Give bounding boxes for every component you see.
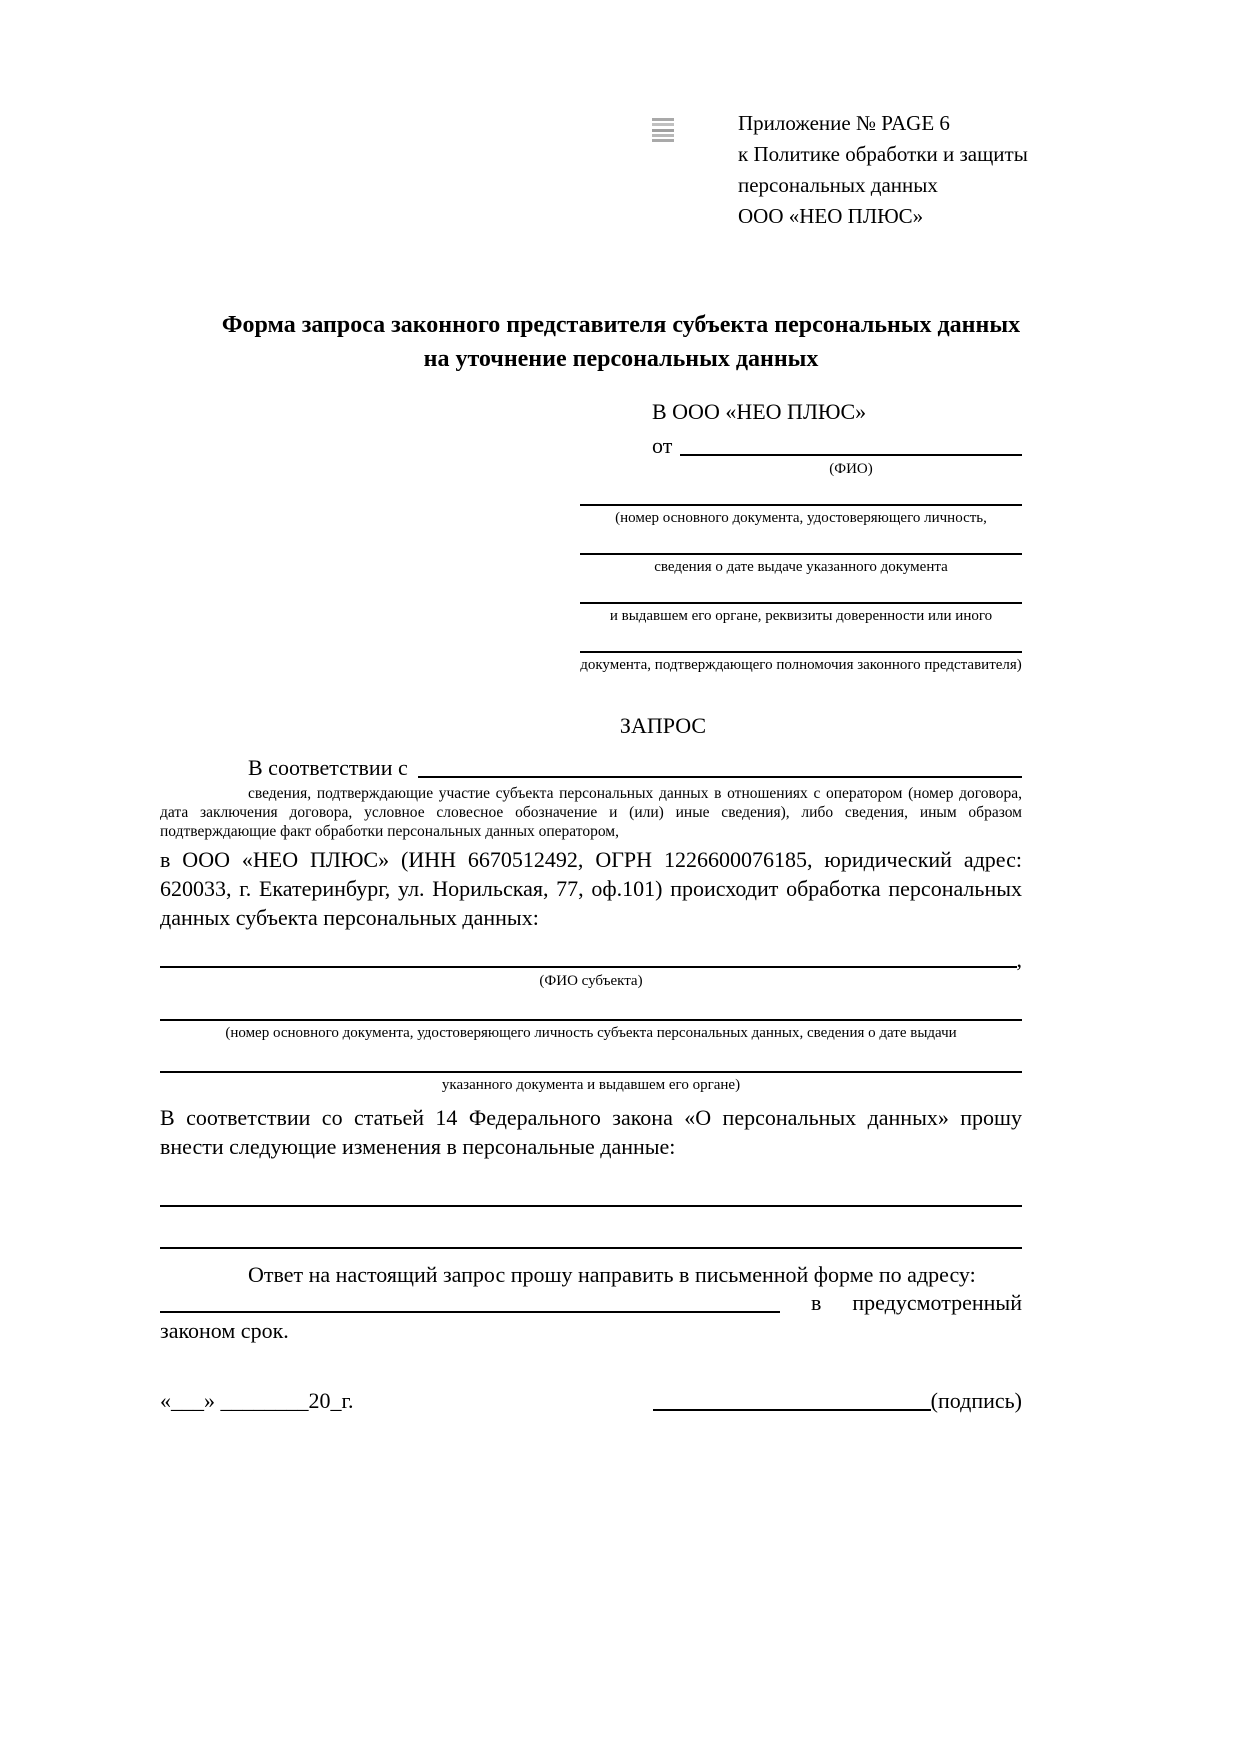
changes-fill-line-2 — [160, 1225, 1022, 1249]
doc-caption-1: (номер основного документа, удостоверяющего личность, — [615, 510, 987, 526]
company-name-line: ООО «НЕО ПЛЮС» — [738, 204, 924, 228]
policy-line-2: персональных данных — [738, 173, 938, 197]
subject-fio-row — [160, 948, 1022, 972]
doc-caption-2: сведения о дате выдаче указанного документа — [654, 559, 948, 575]
document-title — [110, 308, 1132, 376]
changes-fill-line-1 — [160, 1183, 1022, 1207]
operator-paragraph: в ООО «НЕО ПЛЮС» (ИНН 6670512492, ОГРН 1226600076185, юридический адрес: 620033, г. Екатеринбург, ул. Норильская, 77, оф.101) происходит обработка персональных данных субъекта персональных данных: — [160, 847, 1022, 930]
subject-comma: , — [1016, 947, 1022, 972]
doc-fill-line-3 — [580, 580, 1022, 604]
reply-address-fill-line — [160, 1311, 780, 1313]
intro-row — [160, 754, 1022, 782]
fine-print-note: сведения, подтверждающие участие субъекта персональных данных в отношениях с оператором (номер договора, дата заключения договора, условное словесное обозначение и (или) иные сведения), либо сведения, иным образом подтверждающие факт обработки персональных данных оператором, — [160, 785, 1022, 840]
reply-word-v: в — [811, 1290, 822, 1315]
representative-doc-group — [580, 482, 1022, 675]
date-blank: «___» ________20_г. — [160, 1388, 354, 1413]
signature-group — [653, 1387, 1022, 1415]
signature-caption: (подпись) — [930, 1388, 1022, 1413]
doc-fill-line-2 — [580, 531, 1022, 555]
subject-fio-fill-line — [160, 966, 1017, 968]
reply-address-row — [160, 1289, 1022, 1317]
footer-row — [160, 1387, 1022, 1415]
fio-caption: (ФИО) — [829, 461, 873, 477]
smudged-text-artifact — [652, 118, 674, 144]
policy-line-1: к Политике обработки и защиты — [738, 142, 1028, 166]
intro-label: В соответствии с — [248, 755, 408, 780]
from-fill-line — [680, 454, 1022, 456]
doc-caption-3: и выдавшем его органе, реквизиты доверенности или иного — [609, 608, 993, 624]
appendix-number-line: Приложение № PAGE 6 — [738, 111, 950, 135]
appendix-header — [738, 108, 1038, 232]
request-heading: ЗАПРОС — [619, 713, 707, 738]
subject-fio-caption: (ФИО субъекта) — [539, 973, 643, 989]
from-label: от — [652, 433, 673, 458]
addressee-to: В ООО «НЕО ПЛЮС» — [652, 399, 867, 424]
intro-fill-line — [418, 776, 1022, 778]
doc-fill-line-1 — [580, 482, 1022, 506]
subject-doc-fill-line-2 — [160, 1049, 1022, 1073]
subject-doc-fill-line-1 — [160, 997, 1022, 1021]
doc-caption-4: документа, подтверждающего полномочия законного представителя) — [580, 657, 1022, 673]
subject-doc-caption-1: (номер основного документа, удостоверяющего личность субъекта персональных данных, сведения о дате выдачи — [225, 1025, 957, 1041]
title-line-1: Форма запроса законного представителя субъекта персональных данных — [221, 312, 1021, 338]
from-row — [652, 432, 1022, 460]
reply-word-predusmotrenny: предусмотренный — [852, 1290, 1022, 1315]
signature-fill-line — [653, 1409, 931, 1411]
amendment-paragraph: В соответствии со статьей 14 Федерального закона «О персональных данных» прошу внести следующие изменения в персональные данные: — [160, 1105, 1022, 1159]
title-line-2: на уточнение персональных данных — [423, 346, 819, 372]
reply-paragraph: Ответ на настоящий запрос прошу направить в письменной форме по адресу: — [248, 1262, 976, 1287]
reply-tail: законом срок. — [160, 1318, 289, 1343]
doc-fill-line-4 — [580, 629, 1022, 653]
subject-doc-caption-2: указанного документа и выдавшем его органе) — [441, 1077, 741, 1093]
request-body — [160, 712, 1022, 1415]
addressee-block — [580, 398, 1022, 675]
